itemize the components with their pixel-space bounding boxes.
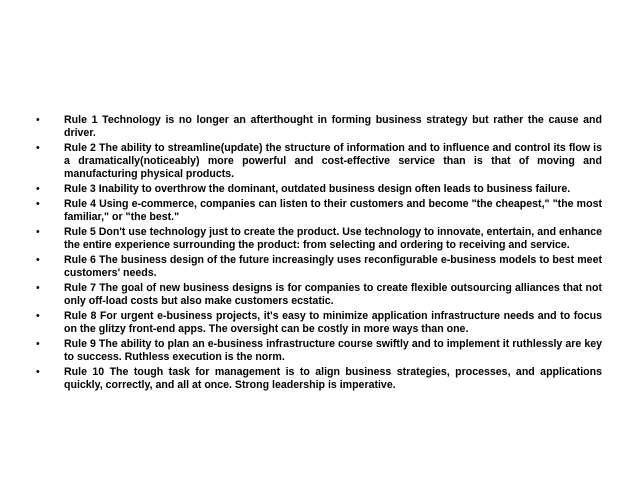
rule-text: Rule 5 Don't use technology just to create the product. Use technology to innovate, entertain, and enhance the entire experience surrounding the product: from selecting and ordering to receiving and service. bbox=[64, 226, 602, 251]
bullet-icon: • bbox=[36, 338, 40, 350]
rule-text: Rule 10 The tough task for management is to align business strategies, processes, and applications quickly, correctly, and all at once. Strong leadership is imperative. bbox=[64, 366, 602, 391]
list-item bbox=[36, 226, 602, 252]
bullet-icon: • bbox=[36, 254, 40, 266]
list-item bbox=[36, 282, 602, 308]
list-item bbox=[36, 254, 602, 280]
list-item bbox=[36, 114, 602, 140]
list-item bbox=[36, 310, 602, 336]
rule-text: Rule 7 The goal of new business designs is for companies to create flexible outsourcing alliances that not only off-load costs but also make customers ecstatic. bbox=[64, 282, 602, 307]
bullet-icon: • bbox=[36, 183, 40, 195]
rule-text: Rule 1 Technology is no longer an afterthought in forming business strategy but rather the cause and driver. bbox=[64, 114, 602, 139]
bullet-icon: • bbox=[36, 114, 40, 126]
list-item bbox=[36, 142, 602, 181]
list-item bbox=[36, 183, 602, 196]
rule-text: Rule 8 For urgent e-business projects, it's easy to minimize application infrastructure needs and to focus on the glitzy front-end apps. The oversight can be costly in more ways than one. bbox=[64, 310, 602, 335]
rule-text: Rule 3 Inability to overthrow the dominant, outdated business design often leads to business failure. bbox=[64, 183, 571, 195]
bullet-icon: • bbox=[36, 198, 40, 210]
bullet-icon: • bbox=[36, 142, 40, 154]
list-item bbox=[36, 366, 602, 392]
rules-list bbox=[36, 114, 602, 394]
rule-text: Rule 9 The ability to plan an e-business infrastructure course swiftly and to implement it ruthlessly are key to success. Ruthless execution is the norm. bbox=[64, 338, 602, 363]
list-item bbox=[36, 338, 602, 364]
bullet-icon: • bbox=[36, 366, 40, 378]
list-item bbox=[36, 198, 602, 224]
rule-text: Rule 2 The ability to streamline(update) the structure of information and to influence and control its flow is a dramatically(noticeably) more powerful and cost-effective service than is that of moving and manufacturing physical products. bbox=[64, 142, 602, 180]
bullet-icon: • bbox=[36, 310, 40, 322]
bullet-icon: • bbox=[36, 226, 40, 238]
bullet-icon: • bbox=[36, 282, 40, 294]
rule-text: Rule 4 Using e-commerce, companies can listen to their customers and become "the cheapest," "the most familiar," or "the best." bbox=[64, 198, 602, 223]
rule-text: Rule 6 The business design of the future increasingly uses reconfigurable e-business models to best meet customers' needs. bbox=[64, 254, 602, 279]
